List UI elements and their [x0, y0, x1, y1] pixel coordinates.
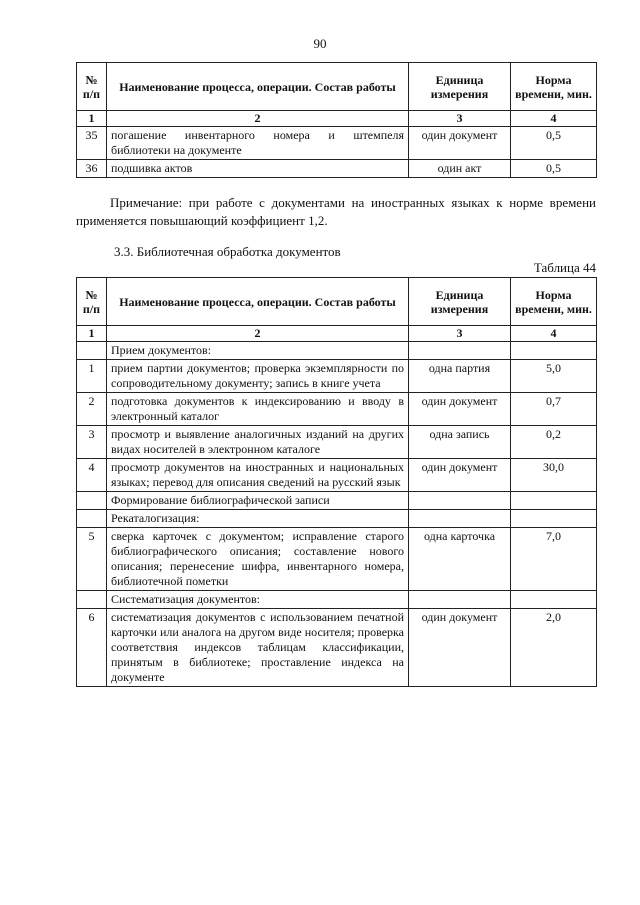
section-title: 3.3. Библиотечная обработка документов [114, 244, 341, 259]
row-name: подшивка актов [107, 160, 409, 178]
row-unit: одна запись [409, 426, 511, 459]
row-name: подготовка документов к индексированию и вводу в электронный каталог [107, 393, 409, 426]
group-row [77, 492, 597, 510]
row-norm: 0,5 [511, 127, 597, 160]
row-norm: 0,5 [511, 160, 597, 178]
row-norm: 5,0 [511, 360, 597, 393]
page-number: 90 [313, 36, 327, 51]
table-row [77, 609, 597, 687]
col-number: 4 [511, 326, 597, 342]
table-caption: Таблица 44 [533, 260, 596, 275]
col-number: 2 [107, 111, 409, 127]
table-row [77, 426, 597, 459]
header-no: № п/п [77, 63, 107, 111]
row-unit: одна карточка [409, 528, 511, 591]
group-row [77, 510, 597, 528]
row-name: сверка карточек с документом; исправление старого библиографического описания; составление нового описания; перенесение шифра, инвентарного номера, библиотечной пометки [107, 528, 409, 591]
row-name: систематизация документов с использованием печатной карточки или аналога на другом виде носителя; проверка соответствия индексов таблицам классификации, принятым в библиотеке; проставление индекса на документе [107, 609, 409, 687]
row-name: просмотр и выявление аналогичных изданий на других видах носителей в электронном каталоге [107, 426, 409, 459]
row-no: 5 [77, 528, 107, 591]
row-no: 4 [77, 459, 107, 492]
table-row [77, 528, 597, 591]
row-name: просмотр документов на иностранных и национальных языках; перевод для описания сведений на русский язык [107, 459, 409, 492]
header-norm: Норма времени, мин. [511, 278, 597, 326]
col-number: 2 [107, 326, 409, 342]
col-number: 3 [409, 111, 511, 127]
row-norm: 30,0 [511, 459, 597, 492]
header-unit: Единица измерения [409, 63, 511, 111]
row-unit: один документ [409, 393, 511, 426]
col-number: 4 [511, 111, 597, 127]
header-no: № п/п [77, 278, 107, 326]
row-no: 1 [77, 360, 107, 393]
header-unit: Единица измерения [409, 278, 511, 326]
row-no: 36 [77, 160, 107, 178]
row-no: 6 [77, 609, 107, 687]
group-recat: Рекаталогизация: [107, 510, 409, 528]
row-no: 35 [77, 127, 107, 160]
col-number: 1 [77, 111, 107, 127]
row-unit: один документ [409, 459, 511, 492]
row-name: прием партии документов; проверка экземплярности по сопроводительному документу; запись в книге учета [107, 360, 409, 393]
row-unit: один документ [409, 609, 511, 687]
table-row [77, 127, 597, 160]
table-row [77, 459, 597, 492]
group-row [77, 342, 597, 360]
row-unit: один акт [409, 160, 511, 178]
row-no: 2 [77, 393, 107, 426]
table-row [77, 393, 597, 426]
row-norm: 0,2 [511, 426, 597, 459]
row-norm: 7,0 [511, 528, 597, 591]
table-row [77, 160, 597, 178]
note-paragraph: Примечание: при работе с документами на иностранных языках к норме времени применяется повышающий коэффициент 1,2. [76, 195, 596, 228]
row-norm: 0,7 [511, 393, 597, 426]
table-row [77, 360, 597, 393]
col-number: 1 [77, 326, 107, 342]
group-biblio: Формирование библиографической записи [107, 492, 409, 510]
header-name: Наименование процесса, операции. Состав работы [107, 63, 409, 111]
header-name: Наименование процесса, операции. Состав работы [107, 278, 409, 326]
row-unit: одна партия [409, 360, 511, 393]
col-number: 3 [409, 326, 511, 342]
group-system: Систематизация документов: [107, 591, 409, 609]
row-no: 3 [77, 426, 107, 459]
table-continuation [76, 62, 597, 178]
row-norm: 2,0 [511, 609, 597, 687]
group-row [77, 591, 597, 609]
row-unit: один документ [409, 127, 511, 160]
header-norm: Норма времени, мин. [511, 63, 597, 111]
row-name: погашение инвентарного номера и штемпеля библиотеки на документе [107, 127, 409, 160]
table-44 [76, 277, 597, 687]
group-receipt: Прием документов: [107, 342, 409, 360]
